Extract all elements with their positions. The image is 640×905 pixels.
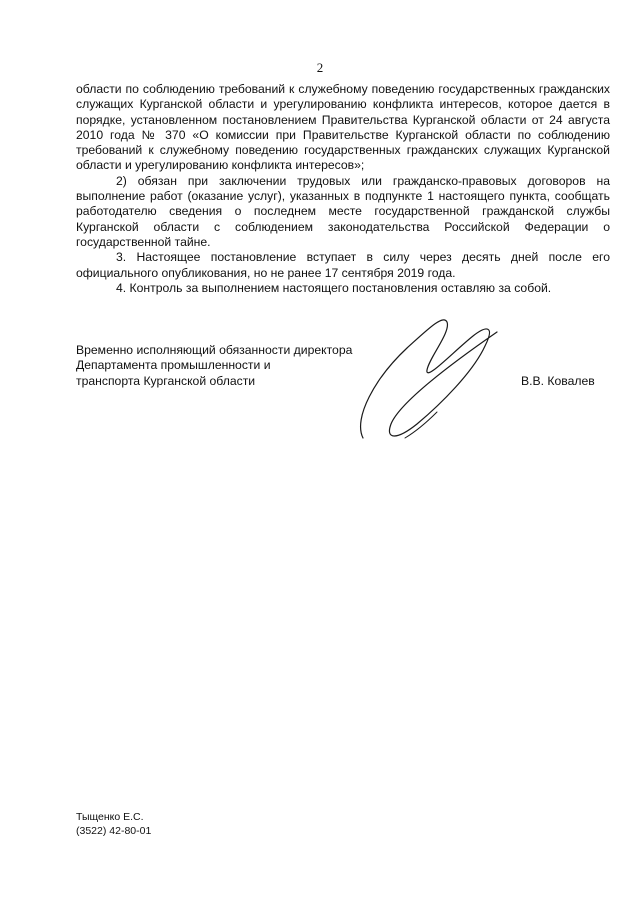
- position-line: транспорта Курганской области: [76, 373, 256, 388]
- page-number: 2: [316, 60, 324, 75]
- signature-position-block: [76, 343, 352, 389]
- handwritten-signature: [345, 300, 505, 450]
- signer-name: В.В. Ковалев: [521, 374, 595, 388]
- paragraph-continuation: области по соблюдению требований к служебному поведению государственных гражданских служащих Курганской области и урегулированию конфликта интересов, которое дается в порядке, установленном постановлением Правительства Курганской области от 24 августа 2010 года № 370 «О комиссии при Правительстве Курганской области по соблюдению требований к служебному поведению государственных гражданских служащих Курганской области и урегулированию конфликта интересов»;: [76, 82, 610, 173]
- executor-name: Тыщенко Е.С.: [76, 811, 144, 823]
- document-body: [76, 82, 610, 296]
- position-line: Временно исполняющий обязанности директора: [76, 343, 353, 357]
- executor-footer: [76, 810, 151, 838]
- position-line: Департамента промышленности и: [76, 358, 271, 373]
- paragraph-item-3: 3. Настоящее постановление вступает в силу через десять дней после его официального опубликования, но не ранее 17 сентября 2019 года.: [76, 250, 610, 280]
- executor-phone: (3522) 42-80-01: [76, 825, 152, 837]
- paragraph-item-4: 4. Контроль за выполнением настоящего постановления оставляю за собой.: [116, 280, 552, 295]
- paragraph-item-2: 2) обязан при заключении трудовых или гражданско-правовых договоров на выполнение работ (оказание услуг), указанных в подпункте 1 настоящего пункта, сообщать работодателю сведения о последнем месте государственной гражданской службы Курганской области с соблюдением законодательства Российской Федерации о государственной тайне.: [76, 173, 610, 249]
